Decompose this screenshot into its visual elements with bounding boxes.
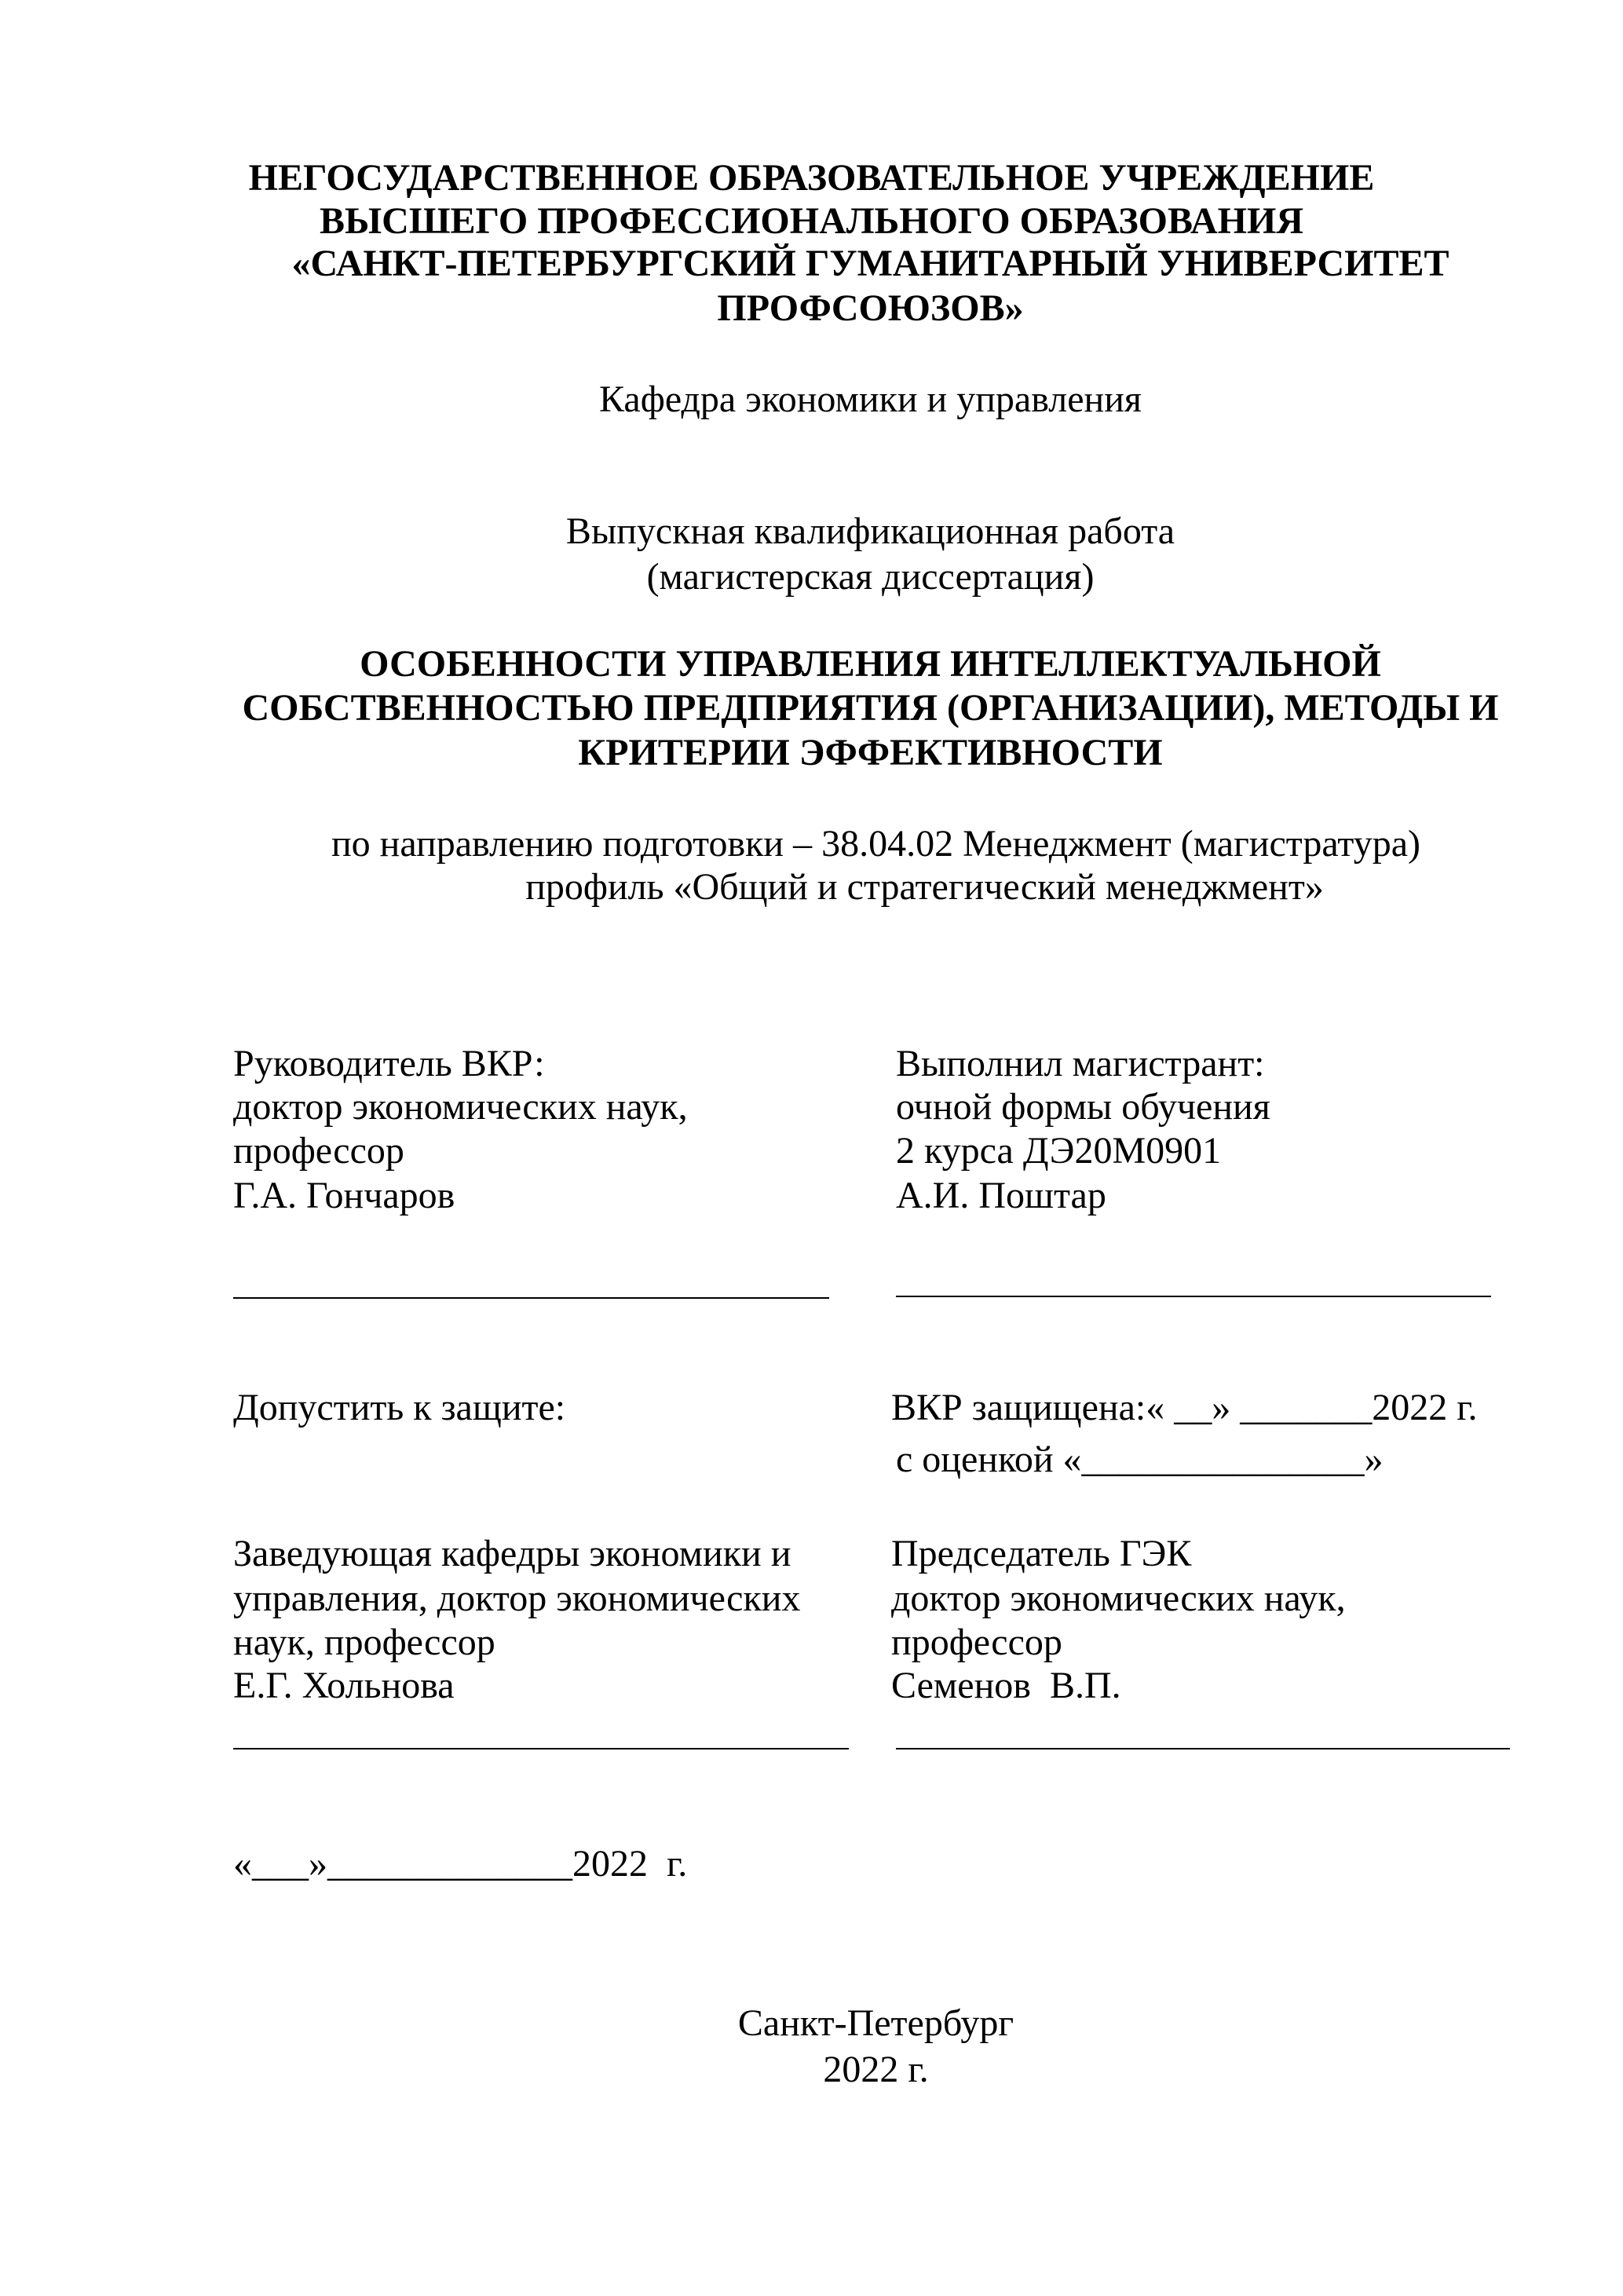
supervisor-line: Руководитель ВКР:: [233, 1043, 545, 1084]
institution-line: «САНКТ-ПЕТЕРБУРГСКИЙ ГУМАНИТАРНЫЙ УНИВЕРСИТЕТ: [291, 243, 1449, 284]
date-line: «___»_____________2022 г.: [233, 1843, 688, 1885]
year: 2022 г.: [823, 2049, 929, 2090]
thesis-title-line: ОСОБЕННОСТИ УПРАВЛЕНИЯ ИНТЕЛЛЕКТУАЛЬНОЙ: [360, 643, 1381, 685]
student-signature-line: [896, 1296, 1491, 1297]
institution-line: ПРОФСОЮЗОВ»: [717, 287, 1024, 329]
student-name: А.И. Поштар: [896, 1175, 1106, 1216]
chairman-signature-line: [896, 1748, 1510, 1749]
institution-line: ВЫСШЕГО ПРОФЕССИОНАЛЬНОГО ОБРАЗОВАНИЯ: [320, 200, 1303, 242]
supervisor-line: доктор экономических наук,: [233, 1086, 688, 1128]
chairman-line: профессор: [891, 1621, 1062, 1663]
head-line: Заведующая кафедры экономики и: [233, 1533, 791, 1574]
city: Санкт-Петербург: [737, 2002, 1014, 2044]
head-name: Е.Г. Хольнова: [233, 1665, 455, 1706]
student-line: очной формы обучения: [896, 1086, 1270, 1128]
supervisor-name: Г.А. Гончаров: [233, 1175, 455, 1216]
institution-line: НЕГОСУДАРСТВЕННОЕ ОБРАЗОВАТЕЛЬНОЕ УЧРЕЖДЕНИЕ: [248, 157, 1375, 199]
work-type: Выпускная квалификационная работа: [565, 510, 1175, 552]
chairman-line: Председатель ГЭК: [891, 1533, 1192, 1574]
thesis-title-line: КРИТЕРИИ ЭФФЕКТИВНОСТИ: [578, 732, 1163, 773]
student-line: 2 курса ДЭ20М0901: [896, 1130, 1222, 1172]
head-signature-line: [233, 1748, 849, 1749]
grade-line: с оценкой «_______________»: [896, 1439, 1384, 1480]
student-line: Выполнил магистрант:: [896, 1043, 1265, 1084]
profile: профиль «Общий и стратегический менеджмент»: [525, 866, 1324, 908]
chairman-name: Семенов В.П.: [891, 1665, 1121, 1706]
thesis-title-line: СОБСТВЕННОСТЬЮ ПРЕДПРИЯТИЯ (ОРГАНИЗАЦИИ), МЕТОДЫ И: [242, 687, 1499, 729]
work-type-sub: (магистерская диссертация): [646, 556, 1095, 598]
supervisor-signature-line: [233, 1297, 829, 1299]
head-line: управления, доктор экономических: [233, 1578, 801, 1619]
supervisor-line: профессор: [233, 1130, 404, 1172]
admission-label: Допустить к защите:: [233, 1387, 566, 1428]
department: Кафедра экономики и управления: [599, 378, 1142, 420]
chairman-line: доктор экономических наук,: [891, 1578, 1346, 1619]
direction: по направлению подготовки – 38.04.02 Менеджмент (магистратура): [331, 823, 1421, 865]
head-line: наук, профессор: [233, 1621, 495, 1663]
defended-line: ВКР защищена:« __» _______2022 г.: [891, 1387, 1478, 1428]
